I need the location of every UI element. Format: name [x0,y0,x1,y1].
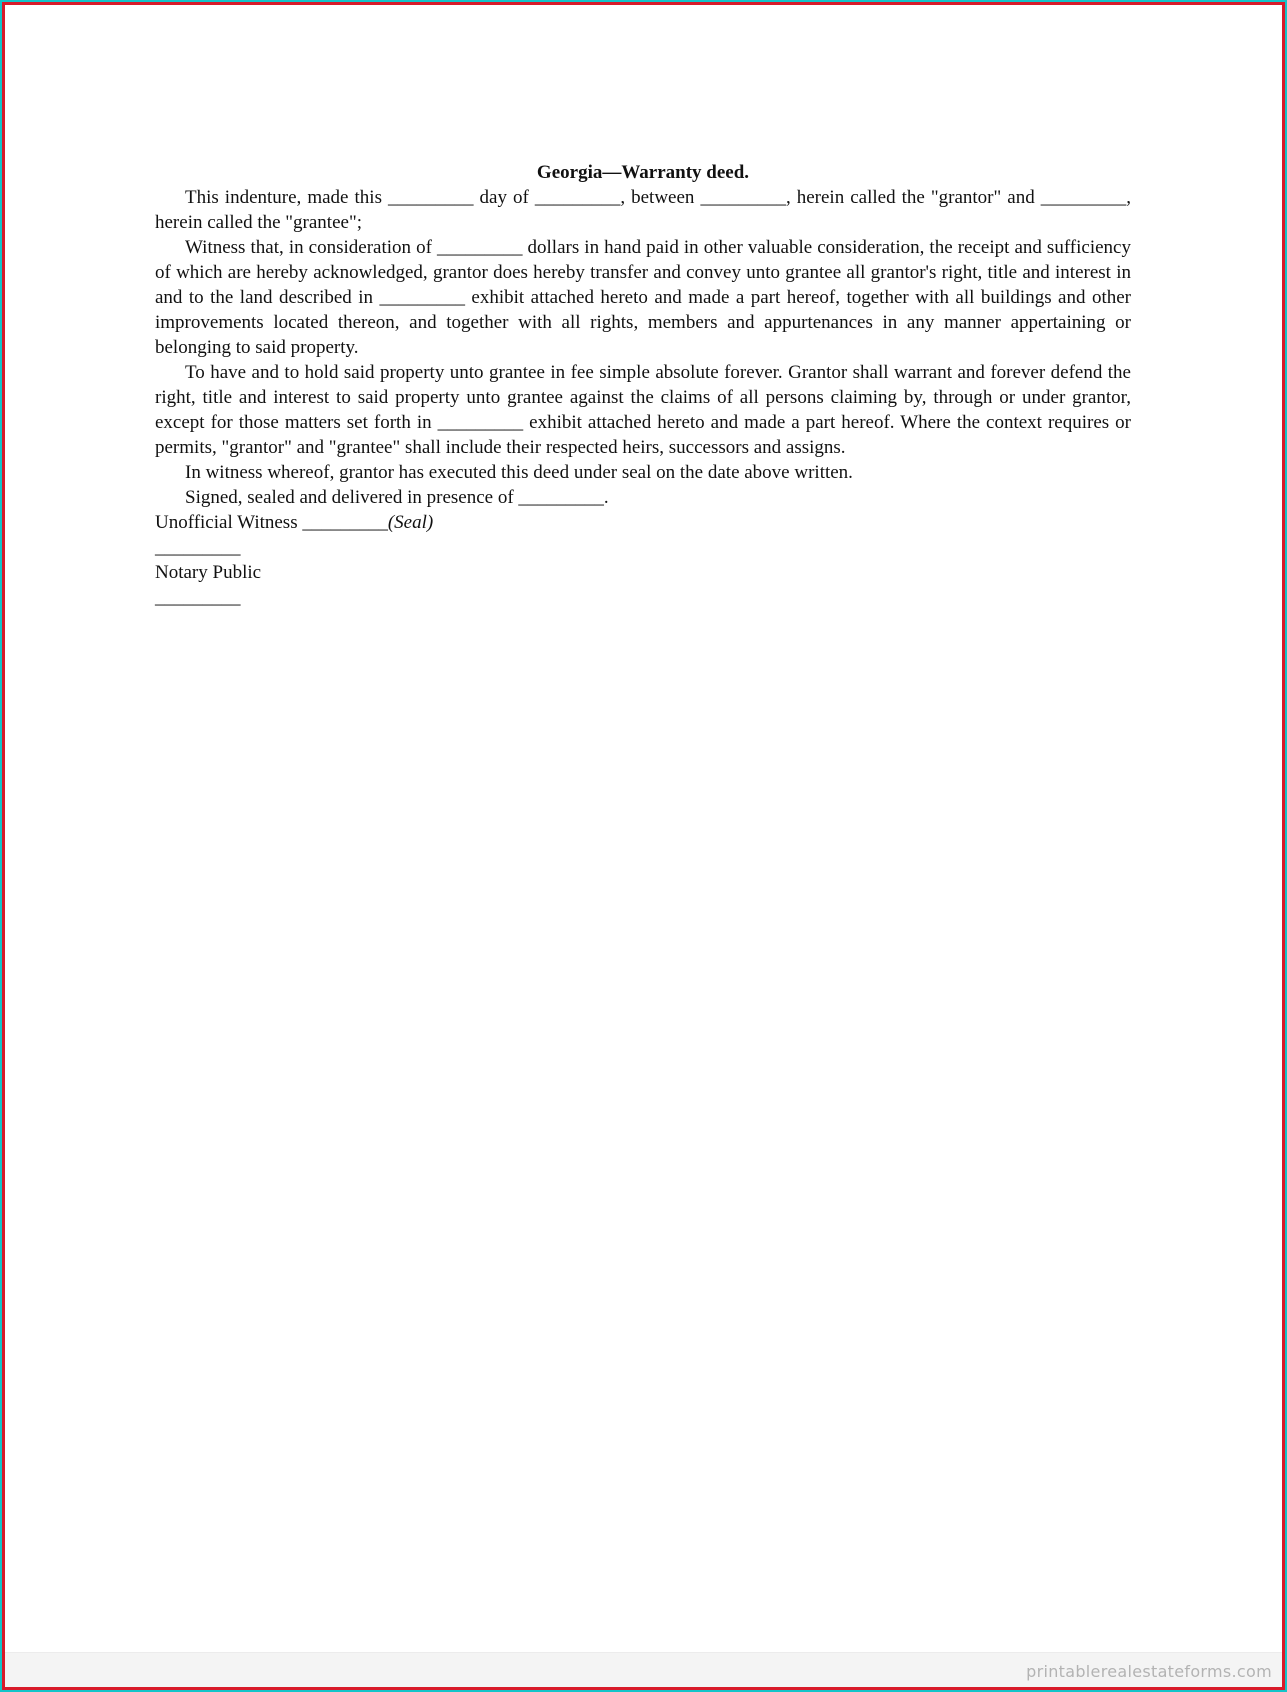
signature-blank-2: _________ [155,587,241,608]
paragraph-witness-consideration: Witness that, in consideration of _________ dollars in hand paid in other valuable consideration, the receipt and sufficiency of which are hereby acknowledged, grantor does hereby transfer and convey unto grantee all grantor's right, title and interest in and to the land described in _________ exhibit attached hereto and made a part hereof, together with all buildings and other improvements located thereon, and together with all rights, members and appurtenances in any manner appertaining or belonging to said property. [155,237,1131,358]
deed-document [155,160,1131,610]
paragraph-indenture: This indenture, made this _________ day of _________, between _________, herein called the "grantor" and _________, herein called the "grantee"; [155,187,1131,233]
paragraph-habendum: To have and to hold said property unto grantee in fee simple absolute forever. Grantor shall warrant and forever defend the right, title and interest to said property unto grantee against the claims of all persons claiming by, through or under grantor, except for those matters set forth in _________ exhibit attached hereto and made a part hereof. Where the context requires or permits, "grantor" and "grantee" shall include their respected heirs, successors and assigns. [155,362,1131,458]
footer-bar [5,1652,1282,1687]
paragraph-in-witness: In witness whereof, grantor has executed this deed under seal on the date above written. [185,462,853,483]
witness-signature-line [155,510,1131,535]
document-title: Georgia—Warranty deed. [536,162,750,183]
notary-public-label: Notary Public [155,562,262,583]
signature-blank-1: _________ [155,537,241,558]
witness-label: Unofficial Witness _________ [155,512,388,533]
seal-label: (Seal) [387,512,434,533]
paragraph-signed-sealed: Signed, sealed and delivered in presence of _________. [185,487,609,508]
document-viewport [2,2,1285,1690]
site-watermark: printablerealestateforms.com [1026,1662,1272,1681]
